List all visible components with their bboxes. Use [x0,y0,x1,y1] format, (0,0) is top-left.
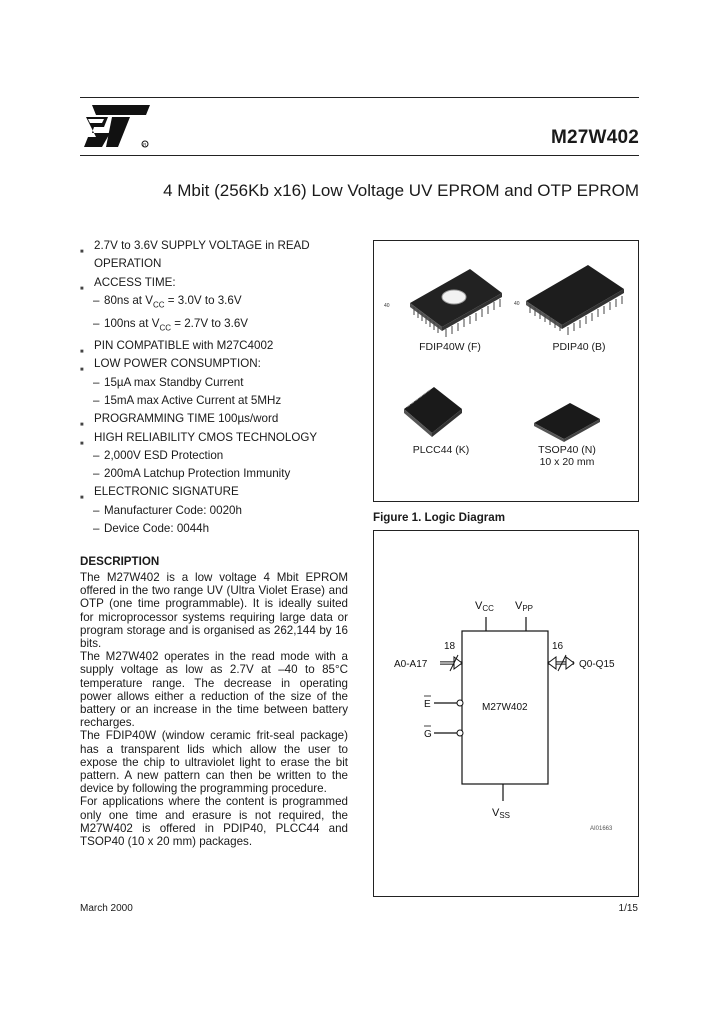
figure-ref-code: AI01663 [590,826,613,832]
description-paragraph: The FDIP40W (window ceramic frit-seal package) has a transparent lids which allow the user to expose the chip to ultraviolet light to erase the bit pattern. A new pattern can then be written to the device by following the programming procedure. [80,729,348,796]
feature-text: LOW POWER CONSUMPTION: [94,357,261,371]
bullet-icon: ■ [80,367,84,374]
feature-text: 2,000V ESD Protection [104,448,224,462]
feature-text: Device Code: 0044h [104,522,210,536]
description-paragraph: The M27W402 operates in the read mode with a supply voltage as low as 2.7V at –40 to 85°C temperature range. The decrease in operating power allows either a reduction of the size of the battery or an increase in the time between battery recharges. [80,650,348,730]
address-count: 18 [444,641,456,652]
feature-item [80,355,350,373]
package-box [373,240,639,502]
feature-text: 15µA max Standby Current [104,375,244,389]
feature-text: HIGH RELIABILITY CMOS TECHNOLOGY [94,430,318,444]
feature-text: 200mA Latchup Protection Immunity [104,467,291,481]
feature-text: Manufacturer Code: 0020h [104,503,242,517]
tsop40-package-image [534,403,600,442]
feature-subitem [80,315,350,338]
dash-icon: – [93,522,100,536]
footer-page: 1/15 [618,903,638,914]
feature-text: ELECTRONIC SIGNATURE [94,485,239,499]
e-label: E [424,699,431,710]
dash-icon: – [93,467,100,481]
feature-text: ACCESS TIME: [94,275,176,289]
bullet-icon: ■ [80,249,84,255]
feature-subitem [80,465,350,483]
data-bus-arrow [548,655,574,671]
description-heading: DESCRIPTION [80,555,160,568]
feature-text: PIN COMPATIBLE with M27C4002 [94,339,274,353]
feature-text: 15mA max Active Current at 5MHz [104,394,282,407]
vcc-label: VCC [475,600,494,613]
e-bubble [457,700,463,706]
bullet-icon: ■ [80,422,84,429]
fdip40w-package-image [410,269,502,337]
feature-subitem [80,374,350,392]
logic-diagram [374,531,638,896]
bullet-icon: ■ [80,440,84,447]
fdip-pin-mark: 40 [384,303,390,309]
tsop40-size: 10 x 20 mm [539,456,595,468]
feature-item [80,237,350,274]
dash-icon: – [93,503,100,517]
feature-subitem [80,520,350,538]
feature-item [80,483,350,501]
chip-name: M27W402 [482,702,528,713]
dash-icon: – [93,316,100,330]
feature-subitem [80,502,350,520]
plcc44-label: PLCC44 (K) [412,444,470,456]
data-label: Q0-Q15 [579,659,615,670]
dash-icon: – [93,375,100,389]
feature-item [80,274,350,292]
header-bottom-rule [80,155,639,156]
bullet-icon: ■ [80,285,84,292]
feature-subitem [80,292,350,315]
g-label: G [424,729,432,740]
feature-item [80,429,350,447]
description-paragraph: For applications where the content is programmed only one time and erasure is not required, the M27W402 is offered in PDIP40, PLCC44 and TSOP40 (10 x 20 mm) packages. [80,795,348,849]
part-number: M27W402 [551,127,639,148]
feature-subitem [80,447,350,465]
dash-icon: – [93,293,100,307]
fdip40w-label: FDIP40W (F) [419,341,481,353]
address-bus-arrow [440,655,462,671]
tsop40-label: TSOP40 (N) [538,444,596,456]
vpp-label: VPP [515,600,534,613]
figure-title: Figure 1. Logic Diagram [373,511,506,524]
footer-date: March 2000 [80,903,133,914]
logic-diagram-box [373,530,639,897]
g-bubble [457,730,463,736]
svg-text:R: R [143,142,147,147]
pdip-pin-mark: 40 [514,301,520,307]
feature-item [80,410,350,428]
description-paragraph: The M27W402 is a low voltage 4 Mbit EPROM offered in the two range UV (Ultra Violet Erase) and OTP (one time programmable). It is ideally suited for microprocessor systems requiring large data or program storage and is organised as 262,144 by 16 bits. [80,571,348,651]
feature-text: PROGRAMMING TIME 100µs/word [94,412,279,426]
address-label: A0-A17 [394,659,428,670]
pdip40-label: PDIP40 (B) [552,341,606,353]
feature-list [80,237,350,538]
vss-label: VSS [492,807,511,820]
dash-icon: – [93,394,100,407]
st-logo [82,103,152,149]
feature-text: 100ns at $V_{CC} = 2.7V$ to 3.6V [104,316,249,332]
feature-text: 2.7V to 3.6V SUPPLY VOLTAGE in READ OPERATION [94,239,310,271]
dash-icon: – [93,448,100,462]
feature-item [80,337,350,355]
document-title: 4 Mbit (256Kb x16) Low Voltage UV EPROM and OTP EPROM [163,181,639,200]
bullet-icon: ■ [80,495,84,502]
data-count: 16 [552,641,564,652]
feature-subitem [80,392,350,410]
bullet-icon: ■ [80,349,84,356]
feature-text: 80ns at $V_{CC} = 3.0V$ to 3.6V [104,293,242,310]
plcc44-package-image [404,387,462,437]
description-body [80,571,348,848]
pdip40-package-image [526,265,624,335]
header-top-rule [80,97,639,98]
